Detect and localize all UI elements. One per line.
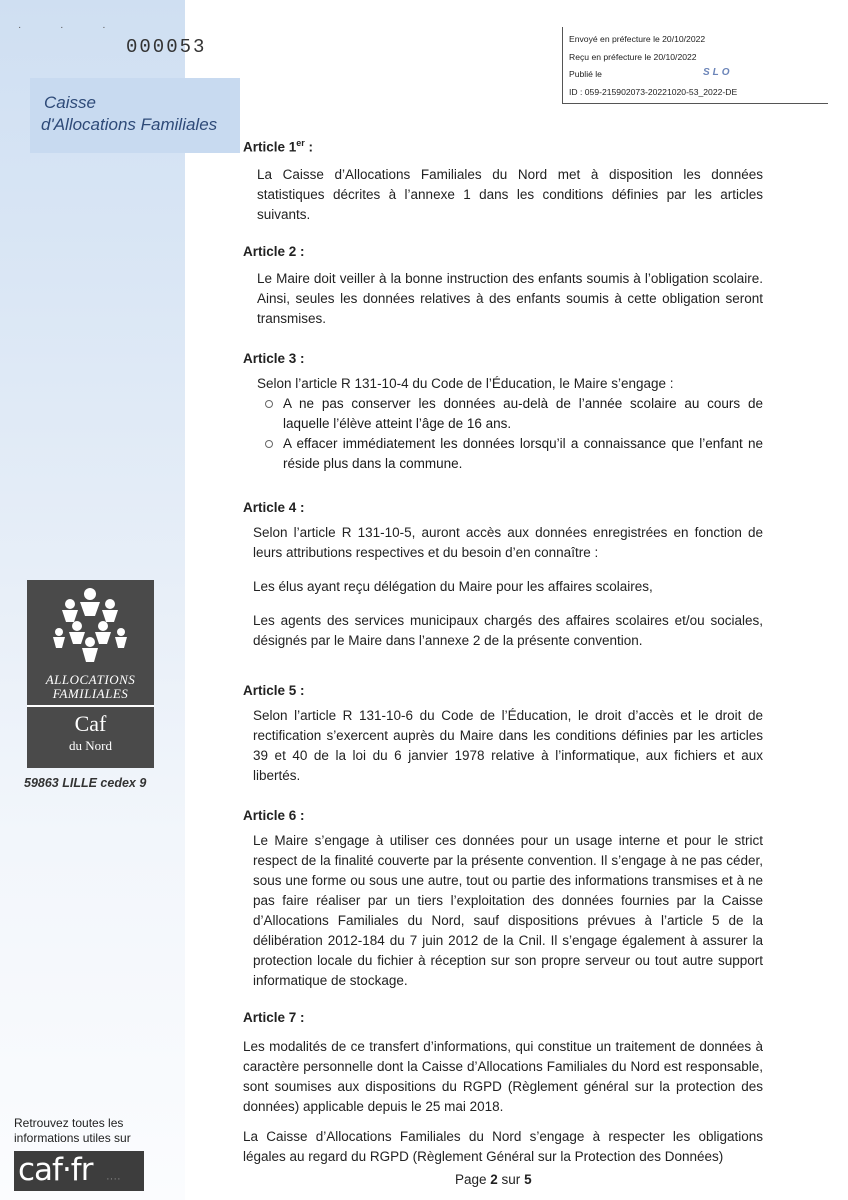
prefecture-envoye: Envoyé en préfecture le 20/10/2022 <box>569 34 706 44</box>
article-2 <box>243 244 763 329</box>
logo-text-allocations: ALLOCATIONS <box>45 672 136 687</box>
article-title: Article 6 : <box>243 808 305 823</box>
org-title-line2: d'Allocations Familiales <box>41 115 218 134</box>
page-total: 5 <box>524 1172 532 1187</box>
page-current: 2 <box>490 1172 498 1187</box>
article-4 <box>243 500 763 651</box>
article-paragraph: Selon l’article R 131-10-6 du Code de l’Éducation, le droit d’accès et le droit de rectification s’exercent auprès du Maire dans les conditions définies par les articles 39 et 40 de la loi du 6 janvier 1978 relative à l’informatique, aux fichiers et aux libertés. <box>253 708 763 783</box>
article-title <box>243 138 763 155</box>
article-6 <box>243 808 763 991</box>
stamp-number: 000053 <box>126 36 207 58</box>
scan-marks: · · · <box>18 22 124 33</box>
article-1 <box>243 138 763 225</box>
logo-text-familiales: FAMILIALES <box>52 686 129 701</box>
prefecture-id: ID : 059-215902073-20221020-53_2022-DE <box>569 86 738 97</box>
article-title: Article 5 : <box>243 683 305 698</box>
logo-divider <box>27 705 154 707</box>
article-title-sup: er <box>296 138 305 148</box>
caf-fr-dots: ···· <box>106 1173 121 1185</box>
caf-fr-text: caf·fr <box>18 1152 93 1188</box>
list-item: A ne pas conserver les données au-delà de l’année scolaire au cours de laquelle l’élève atteint l’âge de 16 ans. <box>263 394 763 434</box>
article-3 <box>243 351 763 474</box>
prefecture-stamp <box>562 27 828 104</box>
families-icon <box>27 580 154 672</box>
address: 59863 LILLE cedex 9 <box>24 776 147 790</box>
prefecture-recu: Reçu en préfecture le 20/10/2022 <box>569 51 697 62</box>
article-title: Article 2 : <box>243 244 305 259</box>
org-title-line1: Caisse <box>44 93 96 112</box>
slo-mark: SLO <box>703 67 733 78</box>
article-title: Article 4 : <box>243 500 305 515</box>
article-5 <box>243 683 763 786</box>
org-title <box>41 92 244 136</box>
article-paragraph: Les agents des services municipaux chargés des affaires scolaires et/ou sociales, désignés par le Maire dans l’annexe 2 de la présente convention. <box>253 613 763 648</box>
article-paragraph: Les élus ayant reçu délégation du Maire pour les affaires scolaires, <box>253 579 653 594</box>
caf-logo <box>27 580 154 768</box>
article-title-text: Article 1 <box>243 139 297 155</box>
article-7 <box>243 1010 763 1167</box>
article-paragraph: Selon l’article R 131-10-5, auront accès aux données enregistrées en fonction de leurs attributions respectives et du besoin d’en connaître : <box>253 525 763 560</box>
page-number <box>455 1172 532 1187</box>
article-paragraph: La Caisse d’Allocations Familiales du Nord s’engage à respecter les obligations légales au regard du RGPD (Règlement Général sur la Protection des Données) <box>243 1129 763 1164</box>
logo-text-caf: Caf <box>74 711 107 736</box>
caf-fr-logo <box>14 1151 144 1191</box>
article-title-suffix: : <box>304 139 314 155</box>
article-paragraph: Le Maire doit veiller à la bonne instruction des enfants soumis à l’obligation scolaire. Ainsi, seules les données relatives à des enfants soumis à cette obligation seront transmises. <box>257 271 763 326</box>
article-paragraph: Les modalités de ce transfert d’informations, qui constitue un traitement de données à caractère personnelle dont la Caisse d’Allocations Familiales du Nord est responsable, sont soumises aux dispositions du RGPD (Règlement général sur la protection des données) applicable depuis le 25 mai 2018. <box>243 1039 763 1114</box>
prefecture-publie: Publié le <box>569 69 602 79</box>
page-prefix: Page <box>455 1172 491 1187</box>
article-paragraph: La Caisse d’Allocations Familiales du Nord met à disposition les données statistiques décrites à l’annexe 1 dans les conditions définies par les articles suivants. <box>257 166 763 222</box>
article-title: Article 3 : <box>243 351 305 366</box>
article-title: Article 7 : <box>243 1010 305 1025</box>
logo-text-du-nord: du Nord <box>69 738 112 753</box>
list-item: A effacer immédiatement les données lorsqu’il a connaissance que l’enfant ne réside plus dans la commune. <box>263 434 763 474</box>
page-mid: sur <box>497 1172 525 1187</box>
website-prompt: Retrouvez toutes les informations utiles sur <box>14 1116 131 1145</box>
article-bullet-list <box>263 394 763 474</box>
article-paragraph: Le Maire s’engage à utiliser ces données pour un usage interne et pour le strict respect de la finalité couverte par la présente convention. Il s’engage à ne pas céder, sous une forme ou sous une autre, tout ou partie des informations transmises et à ne pas faire réaliser par un tiers l’exploitation des données fournies par la Caisse d’Allocations Familiales du Nord, sauf dispositions prévues à l’article 5 de la délibération 2012-184 du 7 juin 2012 de la Cnil. Il s’engage également à assurer la protection locale du fichier à réception sur son propre serveur ou tout autre support informatique de stockage. <box>253 833 763 988</box>
article-intro: Selon l’article R 131-10-4 du Code de l’Éducation, le Maire s’engage : <box>257 376 674 391</box>
